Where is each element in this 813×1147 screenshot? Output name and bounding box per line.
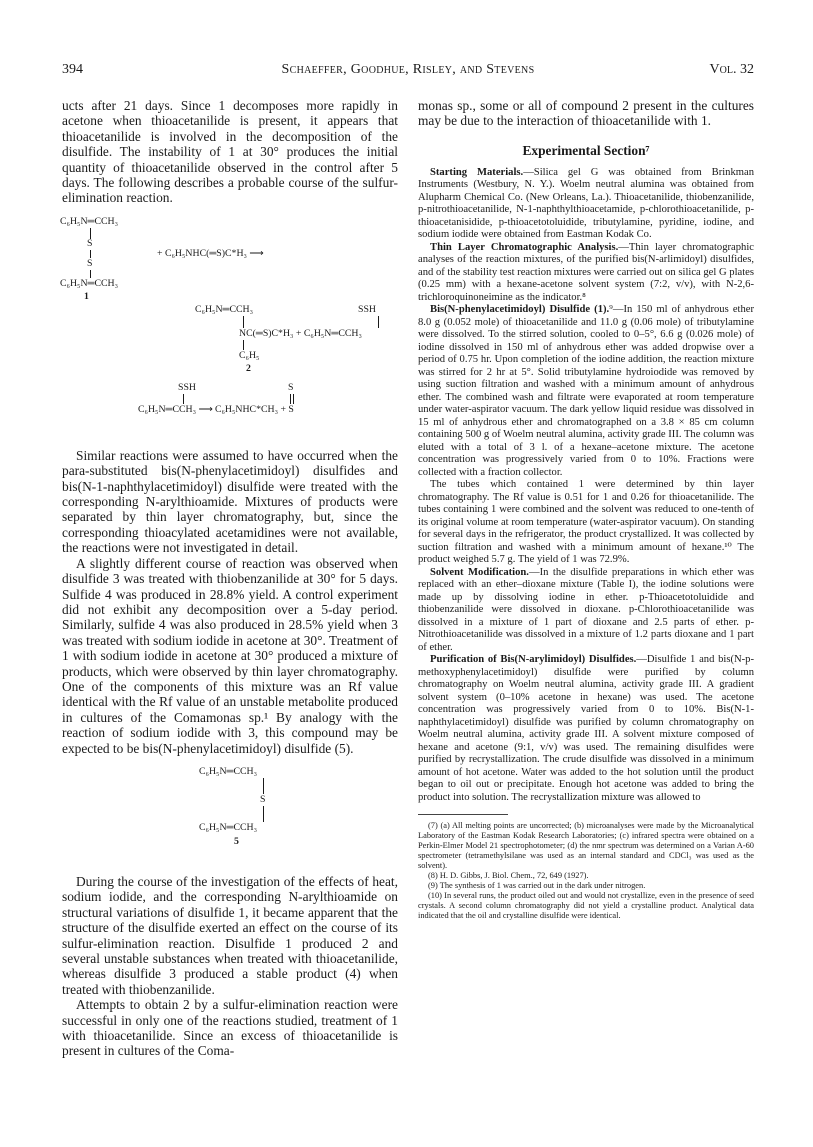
- footnote: (9) The synthesis of 1 was carried out in the dark under nitrogen.: [428, 881, 646, 891]
- left-column: [62, 98, 398, 1059]
- compound-label: 2: [246, 362, 251, 374]
- running-header: [62, 62, 754, 82]
- chem-text: C₆H₅N═CCH₃: [60, 277, 119, 289]
- chem-text: C₆H₅N═CCH₃: [60, 215, 119, 227]
- paragraph: Solvent Modification.—In the disulfide preparations in which ether was replaced with an ether–dioxane mixture (Table I), the iodine solutions were made up by dissolving iodine in ether. p-Thioacetotoluidide and thiobenzanilide were dissolved in dioxane. p-Chlorothioacetanilide was dissolved in a mixture of 1 part of dioxane and 2.5 parts of ether. p-Nitrothioacetanilide was dissolved in a mixture of 1.2 parts dioxane and 1 part of ether.: [418, 566, 755, 653]
- reaction-scheme-1: [62, 206, 398, 448]
- paragraph: The tubes which contained 1 were determined by thin layer chromatography. The Rf value is 0.51 for 1 and 0.26 for thioacetanilide. The tubes containing 1 were combined and the solvent was reduced to one-tenth of its original volume at room temperature (water-aspirator vacuum). On standing for several days in the refrigerator, the product crystallized. It was collected by suction filtration and washed with a minimum amount of hexane.¹⁰ The product weighed 5.7 g. The yield of 1 was 72.9%.: [418, 479, 754, 566]
- chem-text: C₆H₅: [239, 349, 260, 361]
- chem-text: NC(═S)C*H₃ + C₆H₅N═CCH₃: [239, 327, 362, 339]
- paragraph: Thin Layer Chromatographic Analysis.—Thin layer chromatographic analyses of the reaction mixtures, of the purified bis(N-arlimidoyl) disulfides, and of the stability test reaction mixtures were carried out on silica gel G plates (0.25 mm) with a hexane-acetone solvent system (7:2, v/v), with N-2,6-trichloroquinoneimine as the indicator.⁸: [418, 241, 754, 303]
- running-title: Schaeffer, Goodhue, Risley, and Stevens: [281, 62, 535, 77]
- reaction-scheme-2: [62, 756, 398, 874]
- page-number: 394: [62, 62, 83, 77]
- chem-text: C₆H₅N═CCH₃ ⟶ C₆H₅NHC*CH₃ + S: [138, 403, 294, 415]
- paragraph: A slightly different course of reaction was observed when disulfide 3 was treated with thiobenzanilide at 30° for 5 days. Sulfide 4 was produced in 28.8% yield. A control experiment did not exhibit any decomposition over a 5-day period. Similarly, sulfide 4 was also produced in 28.5% yield when 3 was treated with sodium iodide in acetone at 30°. Treatment of 1 with sodium iodide in acetone at 30° produced a mixture of products, which were observed by thin layer chromatography. One of the components of this mixture was an Rf value identical with the Rf value of an unstable metabolite produced in cultures of the Comamonas sp.¹ By analogy with the reaction of sodium iodide with 3, this compound may be expected to be bis(N-phenylacetimidoyl) disulfide (5).: [62, 555, 398, 756]
- run-in-heading: Bis(N-phenylacetimidoyl) Disulfide (1).: [430, 304, 610, 316]
- run-in-heading: Purification of Bis(N-arylimidoyl) Disulfides.: [430, 654, 637, 666]
- chem-text: SSH: [178, 381, 196, 393]
- paragraph: Starting Materials.—Silica gel G was obtained from Brinkman Instruments (Westbury, N. Y.). Woelm neutral alumina was obtained from Alupharm Chemical Co. (New Orleans, La.). Thioacetanilide, thiobenzanilide, p-nitrothioacetanilide, N-1-naphthylthioacetamide, p-chlorothioacetanilide, p-thioacetanisidide, p-thioacetotoluidide, tributylamine, pyridine, iodine, and sodium iodide were obtained from Eastman Kodak Co.: [418, 166, 754, 241]
- footnote: (7) (a) All melting points are uncorrected; (b) microanalyses were made by the Microanalytical Laboratory of the Eastman Kodak Research Laboratories; (c) infrared spectra were obtained on a Perkin-Elmer Model 21 spectrophotometer; (d) the nmr spectrum was determined on a Varian A-60 spectrometer (tetramethylsilane was used as an internal standard and CDCl₃ was used as the solvent).: [418, 821, 754, 871]
- chem-text: C₆H₅N═CCH₃: [199, 821, 258, 833]
- paragraph: Attempts to obtain 2 by a sulfur-elimination reaction were successful in only one of the reactions studied, treatment of 1 with thioacetanilide. Since an excess of thioacetanilide is present in cultures of the Coma-: [62, 997, 398, 1059]
- chem-text: S: [260, 793, 266, 805]
- run-in-heading: Starting Materials.: [430, 166, 524, 178]
- footnote-divider: [418, 814, 508, 815]
- paragraph: Bis(N-phenylacetimidoyl) Disulfide (1).⁹—In 150 ml of anhydrous ether 8.0 g (0.052 mole) of thioacetanilide and 11.0 g (0.06 mole) of tributylamine were dissolved. To the stirred solution, cooled to 0–5°, 6.6 g (0.026 mole) of iodine dissolved in 150 ml of anhydrous ether was added dropwise over a period of 0.75 hr. Upon completion of the iodine addition, the reaction mixture was stirred for 2 hr at 5°. Solid tributylamine hydroiodide was removed by using suction filtration and washed with a minimum amount of anhydrous ether. The combined wash and filtrate were evaporated at room temperature under water-aspirator vacuum. The dark yellow liquid residue was dissolved in 15 ml of anhydrous ether and chromatographed on a 3.8 × 85 cm column containing 500 g of Woelm neutral alumina, activity grade III. The column was eluted with a total of 3 l. of a hexane–acetone mixture. The acetone concentration was progressively varied from 0 to 10%. Fractions were collected with a fraction collector.: [418, 304, 754, 478]
- run-in-heading: Thin Layer Chromatographic Analysis.: [430, 241, 619, 253]
- chem-text: S: [288, 381, 294, 393]
- section-heading: Experimental Section⁷: [522, 142, 650, 158]
- compound-label: 5: [234, 835, 239, 847]
- paragraph: Similar reactions were assumed to have occurred when the para-substituted bis(N-phenylacetimidoyl) disulfides and bis(N-1-naphthylacetimidoyl) disulfide were treated with the corresponding N-arylthioamide. Mixtures of products were separated by thin layer chromatography, but, since the corresponding thioacylated acetamidines were not available, the reactions were not investigated in detail.: [62, 447, 398, 556]
- chem-text: S: [87, 237, 93, 249]
- chem-text: C₆H₅N═CCH₃: [199, 765, 258, 777]
- footnote: (8) H. D. Gibbs, J. Biol. Chem., 72, 649 (1927).: [428, 871, 589, 881]
- chem-text: C₆H₅N═CCH₃: [195, 303, 254, 315]
- run-in-heading: Solvent Modification.: [430, 566, 529, 578]
- paragraph: During the course of the investigation of the effects of heat, sodium iodide, and the corresponding N-arylthioamide on structural variations of disulfide 1, it became apparent that the structure of the disulfide exerted an effect on the course of its sulfur-elimination reaction. Disulfide 1 produced 2 and several unstable substances when treated with thioacetanilide, whereas disulfide 3 produced a stable product (4) when treated with thiobenzanilide.: [62, 873, 398, 997]
- compound-label: 1: [84, 290, 89, 302]
- chem-text: SSH: [358, 303, 376, 315]
- paragraph: ucts after 21 days. Since 1 decomposes more rapidly in acetone when thioacetanilide is present, it appears that thioacetanilide is involved in the decomposition of the disulfide. The instability of 1 at 30° produces the initial quantity of thioacetanilide observed in the control after 5 days. The following describes a probable course of the sulfur-elimination reaction.: [62, 98, 398, 206]
- right-column: [418, 98, 754, 921]
- volume-label: Vol. 32: [709, 62, 754, 77]
- chem-text: + C₆H₅NHC(═S)C*H₃ ⟶: [157, 247, 264, 259]
- chem-text: S: [87, 257, 93, 269]
- paragraph: Purification of Bis(N-arylimidoyl) Disulfides.—Disulfide 1 and bis(N-p-methoxyphenylacetimidoyl) disulfide were purified by column chromatography on Woelm neutral alumina, activity grade III. A gradient solvent system (0–10% acetone in hexane) was used. The acetone concentration was progressively varied from 0 to 10%. Bis(N-1-naphthylacetimidoyl) disulfide was purified by column chromatography on Woelm neutral alumina, activity grade III. A solvent mixture composed of hexane and acetone (9:1, v/v) was used. The remaining disulfides were purified by recrystallization. The crude disulfide was dissolved in a minimum amount of hot acetone. Water was added to the hot solution until the product began to oil out or precipitate. Enough hot acetone was added to bring the product into solution. The recrystallization mixture was allowed to: [418, 654, 754, 803]
- paragraph: monas sp., some or all of compound 2 present in the cultures may be due to the interaction of thioacetanilide with 1.: [418, 98, 754, 129]
- footnote: (10) In several runs, the product oiled out and would not crystallize, even in the presence of seed crystals. A second column chromatography did not yield a crystalline product. Analytical data indicated that the oil and crystalline disulfide were identical.: [418, 891, 754, 921]
